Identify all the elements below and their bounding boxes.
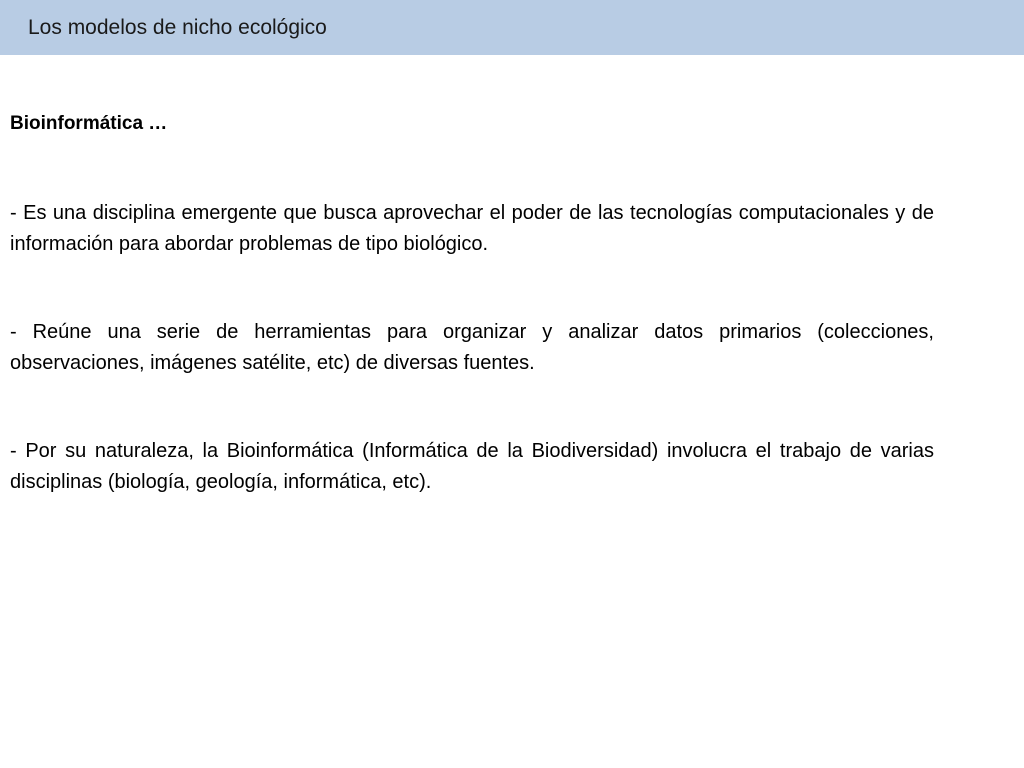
header-bar — [0, 0, 1024, 55]
paragraph-disciplines: - Por su naturaleza, la Bioinformática (Informática de la Biodiversidad) involucra el trabajo de varias disciplinas (biología, geología, informática, etc). — [10, 440, 934, 493]
paragraph-definition: - Es una disciplina emergente que busca aprovechar el poder de las tecnologías computacionales y de información para abordar problemas de tipo biológico. — [10, 202, 934, 255]
section-heading: Bioinformática … — [10, 113, 168, 134]
paragraph-tools: - Reúne una serie de herramientas para organizar y analizar datos primarios (colecciones, observaciones, imágenes satélite, etc) de diversas fuentes. — [10, 321, 934, 374]
slide-content — [10, 110, 934, 498]
slide-title: Los modelos de nicho ecológico — [28, 16, 327, 39]
